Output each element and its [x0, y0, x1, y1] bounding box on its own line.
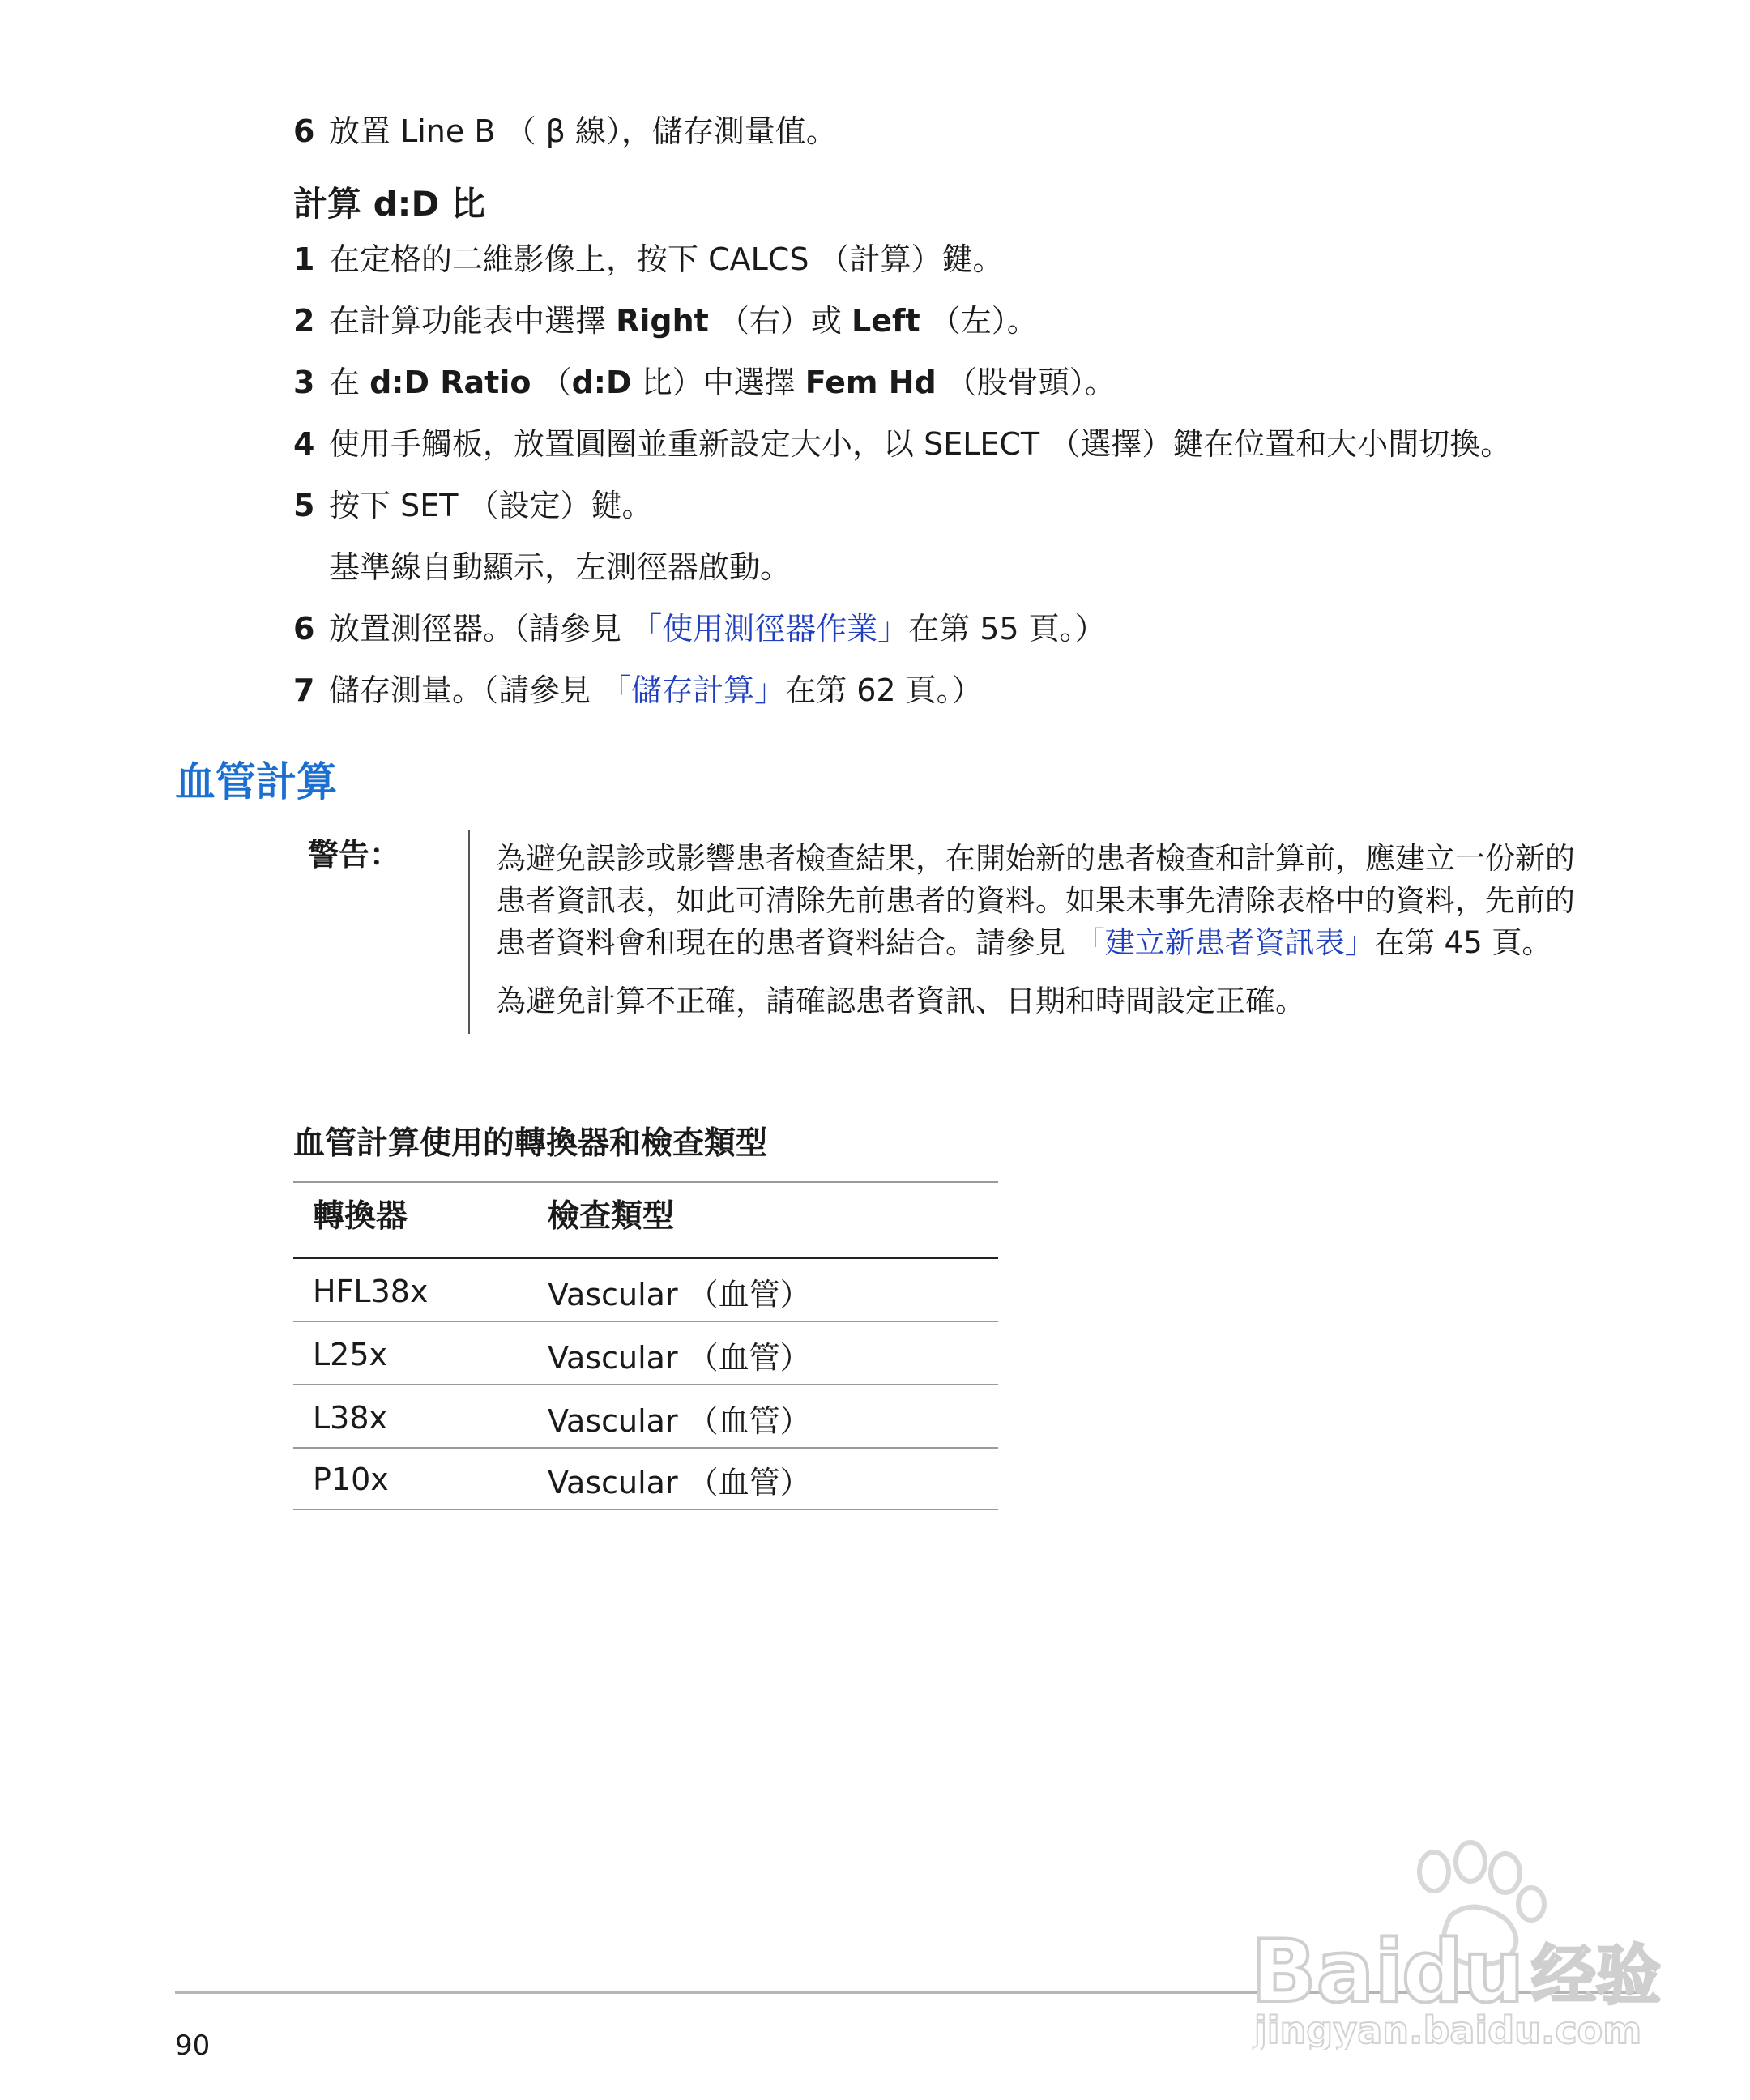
- step-text: 比）中選擇: [631, 365, 805, 400]
- warning-paragraph-2: 為避免計算不正確，請確認患者資訊、日期和時間設定正確。: [496, 984, 1305, 1018]
- table-top-rule: [293, 1181, 998, 1183]
- table-row: HFL38x: [313, 1274, 429, 1309]
- step-number: 6: [293, 113, 315, 149]
- table-title: 血管計算使用的轉換器和檢查類型: [293, 1125, 768, 1162]
- step-number: 6: [293, 611, 315, 647]
- step-number: 1: [293, 241, 315, 277]
- warning-label: 警告：: [308, 837, 401, 873]
- warning-line-1: 為避免誤診或影響患者檢查結果，在開始新的患者檢查和計算前，應建立一份新的: [496, 841, 1575, 876]
- step-text: 使用手觸板，放置圓圈並重新設定大小，以 SELECT （選擇）鍵在位置和大小間切換。: [329, 426, 1512, 462]
- left-option: Left: [851, 303, 920, 339]
- baidu-watermark: [1248, 1839, 1669, 2050]
- dd-ratio-option: d:D Ratio: [369, 365, 531, 400]
- table-row: L38x: [313, 1400, 388, 1436]
- table-row: Vascular （血管）: [548, 1340, 811, 1376]
- caliper-link[interactable]: 「使用測徑器作業」: [631, 611, 909, 647]
- baidu-paw-logo: [1248, 1839, 1669, 2050]
- table-header-rule: [293, 1257, 998, 1259]
- table-row-rule: [293, 1321, 998, 1322]
- step-number: 5: [293, 488, 315, 523]
- table-row: P10x: [313, 1462, 389, 1497]
- step-text: （股骨頭）。: [936, 365, 1116, 400]
- svg-text:jingyan.baidu.com: jingyan.baidu.com: [1254, 2008, 1642, 2050]
- svg-text:du: du: [1402, 1922, 1525, 2021]
- dd-step-7: [293, 666, 983, 715]
- step-text: （右）或: [708, 303, 852, 339]
- step-text: 在第 62 頁。）: [785, 672, 983, 708]
- table-row-rule: [293, 1384, 998, 1385]
- step-number: 3: [293, 365, 315, 400]
- right-option: Right: [616, 303, 709, 339]
- warning-line-3: [496, 922, 1552, 964]
- step-text: 在定格的二維影像上，按下 CALCS （計算）鍵。: [329, 241, 1004, 277]
- vascular-section-title: 血管計算: [175, 758, 337, 805]
- warning-line-2: 患者資訊表，如此可清除先前患者的資料。如果未事先清除表格中的資料，先前的: [496, 883, 1575, 918]
- page-number: 90: [175, 2030, 211, 2062]
- new-patient-form-link[interactable]: 「建立新患者資訊表」: [1074, 925, 1375, 960]
- header-exam-type: 檢查類型: [548, 1198, 675, 1235]
- step-text: （: [531, 365, 572, 400]
- step-number: 4: [293, 426, 315, 462]
- step-text: （左）。: [920, 303, 1038, 339]
- step-text: 基準線自動顯示，左測徑器啟動。: [329, 549, 792, 585]
- dd-step-5: [293, 481, 653, 530]
- svg-text:Bai: Bai: [1251, 1922, 1404, 2021]
- header-transducer: 轉換器: [313, 1198, 408, 1235]
- step-number: 2: [293, 303, 315, 339]
- dd-step-5-result: [293, 543, 791, 591]
- table-row: Vascular （血管）: [548, 1277, 811, 1312]
- step-text: 放置 Line B （ β 線），儲存測量值。: [329, 113, 837, 149]
- table-row-rule: [293, 1447, 998, 1449]
- table-bottom-rule: [293, 1509, 998, 1510]
- dd-section-heading: 計算 d:D 比: [293, 184, 485, 224]
- save-calc-link[interactable]: 「儲存計算」: [600, 672, 786, 708]
- table-row: Vascular （血管）: [548, 1465, 811, 1500]
- step-text: 儲存測量。（請參見: [329, 672, 601, 708]
- step-text: 在計算功能表中選擇: [329, 303, 617, 339]
- fem-hd-option: Fem Hd: [805, 365, 937, 400]
- table-row: L25x: [313, 1337, 388, 1372]
- step-text: 放置測徑器。（請參見: [329, 611, 632, 647]
- step-number: 7: [293, 672, 315, 708]
- step-text: 在: [329, 365, 370, 400]
- dd-step-1: [293, 235, 1004, 284]
- table-row: Vascular （血管）: [548, 1403, 811, 1439]
- step-text: 按下 SET （設定）鍵。: [329, 488, 653, 523]
- warning-divider: [468, 830, 470, 1034]
- dd-step-4: [293, 420, 1511, 468]
- dd-label: d:D: [571, 365, 632, 400]
- warning-text: 在第 45 頁。: [1374, 925, 1552, 960]
- step-text: 在第 55 頁。）: [908, 611, 1106, 647]
- dd-step-6: [293, 604, 1106, 653]
- svg-text:经验: 经验: [1531, 1938, 1661, 2013]
- warning-text: 患者資料會和現在的患者資料結合。請參見: [496, 925, 1075, 960]
- dd-step-3: [293, 358, 1116, 407]
- step-line-b: [293, 107, 837, 156]
- dd-step-2: [293, 297, 1038, 345]
